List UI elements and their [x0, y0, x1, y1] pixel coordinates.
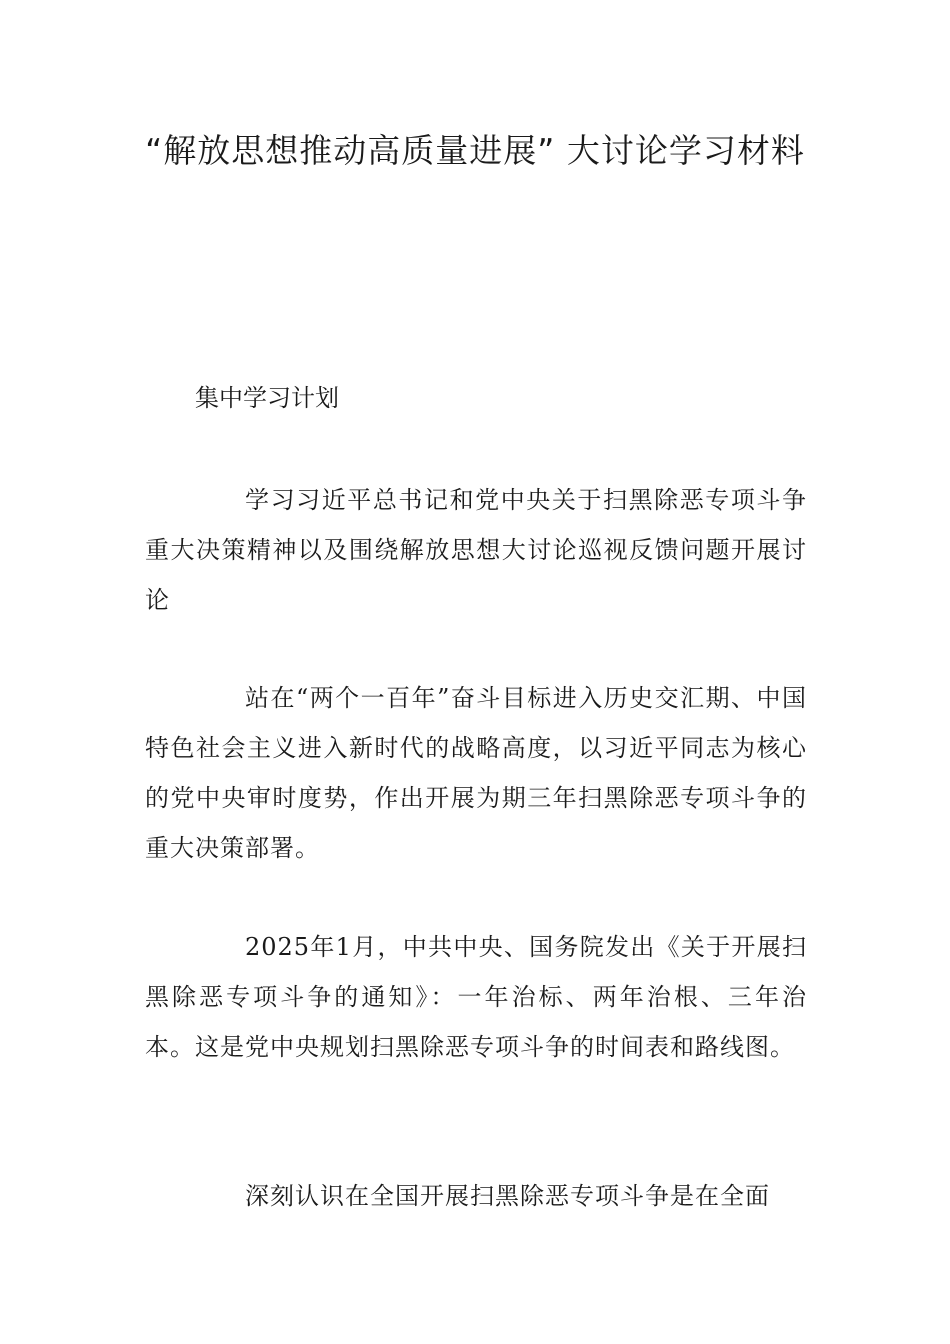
section-heading: 集中学习计划 — [195, 384, 339, 412]
document-title: “解放思想推动高质量进展” 大讨论学习材料 — [145, 131, 805, 170]
paragraph-3: 2025年1月，中共中央、国务院发出《关于开展扫黑除恶专项斗争的通知》：一年治标、两年治根、三年治本。这是党中央规划扫黑除恶专项斗争的时间表和路线图。 — [145, 933, 807, 1061]
paragraph-1: 学习习近平总书记和党中央关于扫黑除恶专项斗争重大决策精神以及围绕解放思想大讨论巡视反馈问题开展讨论 — [145, 486, 807, 614]
paragraph-4: 深刻认识在全国开展扫黑除恶专项斗争是在全面 — [245, 1182, 770, 1210]
paragraph-2: 站在“两个一百年”奋斗目标进入历史交汇期、中国特色社会主义进入新时代的战略高度，以习近平同志为核心的党中央审时度势，作出开展为期三年扫黑除恶专项斗争的重大决策部署。 — [145, 684, 807, 862]
